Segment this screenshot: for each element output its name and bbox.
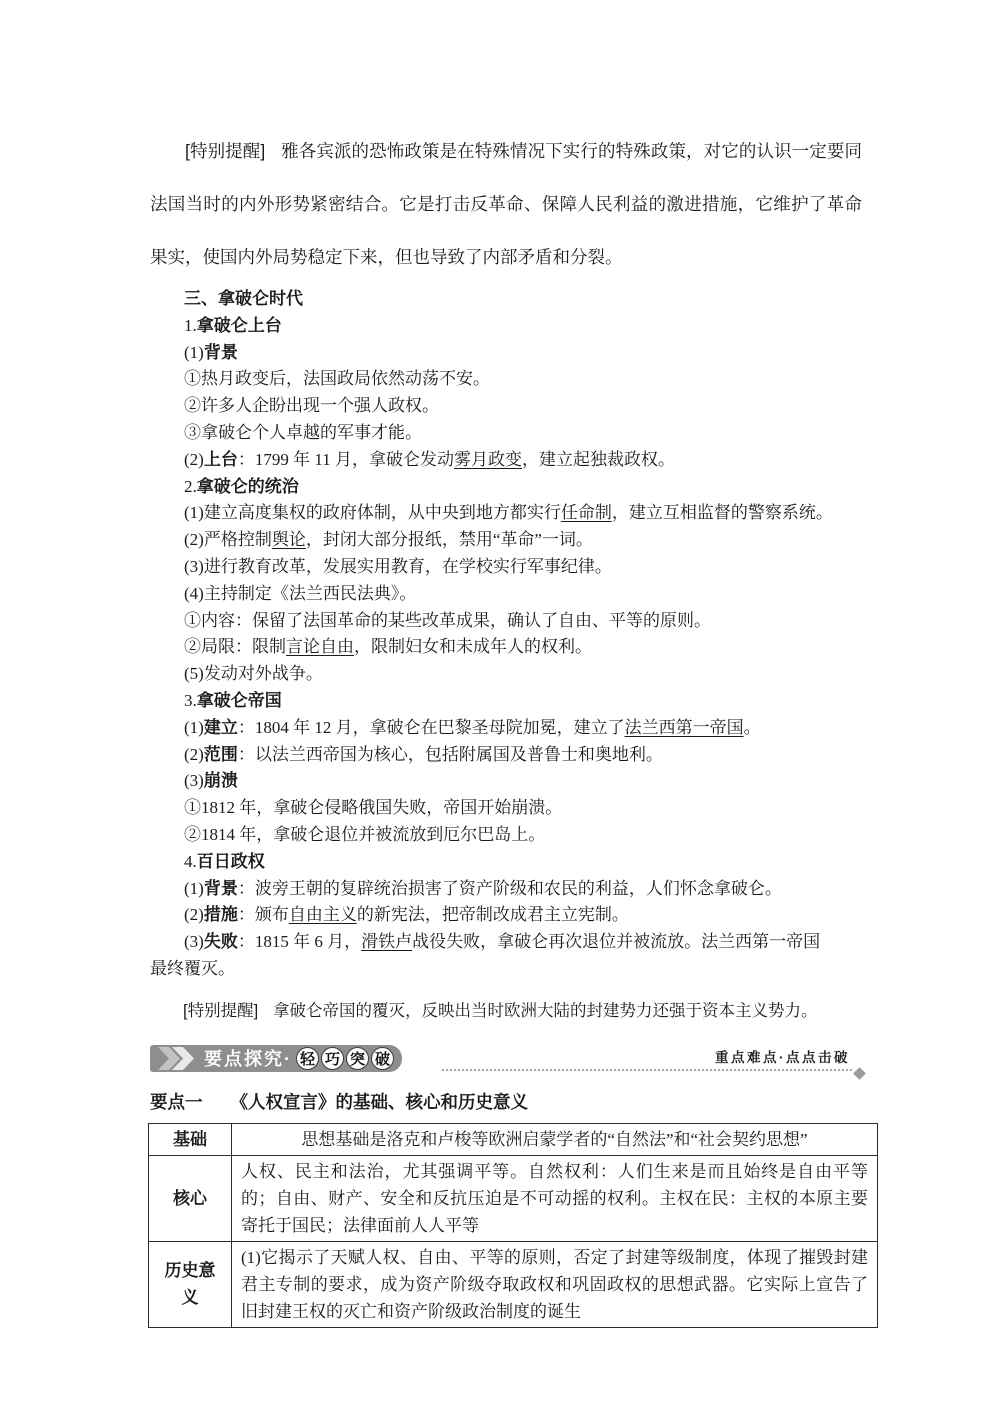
outline-line: (1)建立：1804 年 12 月，拿破仑在巴黎圣母院加冕，建立了法兰西第一帝国。 <box>184 717 761 737</box>
key-points-table <box>148 1123 878 1328</box>
table-row <box>149 1123 878 1155</box>
outline-line: 4.百日政权 <box>184 851 265 871</box>
diamond-icon <box>853 1067 866 1080</box>
outline-line: (3)崩溃 <box>184 771 238 791</box>
circled-char: 巧 <box>321 1047 344 1070</box>
row-header: 核心 <box>149 1155 232 1241</box>
outline-line: ①内容：保留了法国革命的某些改革成果，确认了自由、平等的原则。 <box>184 610 711 630</box>
special-reminder-2 <box>150 998 862 1025</box>
banner-dotted-line <box>442 1069 852 1071</box>
outline-line: (1)建立高度集权的政府体制，从中央到地方都实行任命制，建立互相监督的警察系统。 <box>184 503 833 523</box>
outline-line: ③拿破仑个人卓越的军事才能。 <box>184 422 422 442</box>
outline-line: (2)上台：1799 年 11 月，拿破仑发动雾月政变，建立起独裁政权。 <box>184 449 675 469</box>
outline-line: ②局限：限制言论自由，限制妇女和未成年人的权利。 <box>184 637 592 657</box>
section-banner <box>150 1045 862 1075</box>
reminder-text: 雅各宾派的恐怖政策是在特殊情况下实行的特殊政策，对它的认识一定要同法国当时的内外形势紧密结合。它是打击反革命、保障人民利益的激进措施，它维护了革命果实，使国内外局势稳定下来，但也导致了内部矛盾和分裂。 <box>150 141 863 267</box>
outline-line: ②许多人企盼出现一个强人政权。 <box>184 396 439 416</box>
banner-pill <box>150 1045 402 1072</box>
outline-line: (1)背景 <box>184 342 238 362</box>
row-content: (1)它揭示了天赋人权、自由、平等的原则，否定了封建等级制度，体现了摧毁封建君主专制的要求，成为资产阶级夺取政权和巩固政权的思想武器。它实际上宣告了旧封建王权的灭亡和资产阶级政治制度的诞生 <box>232 1241 878 1327</box>
row-header: 历史意义 <box>149 1241 232 1327</box>
row-content: 思想基础是洛克和卢梭等欧洲启蒙学者的“自然法”和“社会契约思想” <box>232 1123 878 1155</box>
circled-char: 突 <box>346 1047 369 1070</box>
outline-line: (2)范围：以法兰西帝国为核心，包括附属国及普鲁士和奥地利。 <box>184 744 663 764</box>
outline-line: (2)措施：颁布自由主义的新宪法，把帝制改成君主立宪制。 <box>184 905 629 925</box>
banner-title: 要点探究· <box>204 1049 292 1070</box>
row-content: 人权、民主和法治，尤其强调平等。自然权利：人们生来是而且始终是自由平等的；自由、财产、安全和反抗压迫是不可动摇的权利。主权在民：主权的本原主要寄托于国民；法律面前人人平等 <box>232 1155 878 1241</box>
outline-line: ②1814 年，拿破仑退位并被流放到厄尔巴岛上。 <box>184 824 546 844</box>
special-reminder-1 <box>150 125 862 284</box>
outline-line: 最终覆灭。 <box>150 958 235 978</box>
reminder-label: [特别提醒] <box>183 1001 259 1020</box>
outline-line: (3)进行教育改革，发展实用教育，在学校实行军事纪律。 <box>184 556 612 576</box>
table-row <box>149 1241 878 1327</box>
reminder-label: [特别提醒] <box>185 141 266 161</box>
outline-line: 三、拿破仑时代 <box>184 289 303 308</box>
circled-char: 轻 <box>296 1047 319 1070</box>
outline-line: (1)背景：波旁王朝的复辟统治损害了资产阶级和农民的利益，人们怀念拿破仑。 <box>184 878 782 898</box>
outline-list <box>150 286 862 983</box>
reminder-text: 拿破仑帝国的覆灭，反映出当时欧洲大陆的封建势力还强于资本主义势力。 <box>273 1001 818 1020</box>
outline-line: (2)严格控制舆论，封闭大部分报纸，禁用“革命”一词。 <box>184 530 593 550</box>
outline-line: (3)失败：1815 年 6 月，滑铁卢战役失败，拿破仑再次退位并被流放。法兰西第一帝国 <box>184 932 821 952</box>
outline-line: ①热月政变后，法国政局依然动荡不安。 <box>184 369 490 389</box>
outline-line: ①1812 年，拿破仑侵略俄国失败，帝国开始崩溃。 <box>184 798 563 818</box>
table-row <box>149 1155 878 1241</box>
circled-char: 破 <box>371 1047 394 1070</box>
banner-right-label: 重点难点·点点击破 <box>715 1049 850 1065</box>
outline-line: 1.拿破仑上台 <box>184 315 282 335</box>
outline-line: 2.拿破仑的统治 <box>184 476 299 496</box>
outline-line: 3.拿破仑帝国 <box>184 690 282 710</box>
row-header: 基础 <box>149 1123 232 1155</box>
double-chevron-icon <box>156 1047 196 1070</box>
outline-line: (4)主持制定《法兰西民法典》。 <box>184 583 417 603</box>
document-page <box>150 125 868 1328</box>
banner-circled-chars <box>296 1047 394 1070</box>
section-heading <box>150 1089 862 1114</box>
section-label: 要点一 <box>150 1091 203 1112</box>
outline-line: (5)发动对外战争。 <box>184 664 323 684</box>
section-title: 《人权宣言》的基础、核心和历史意义 <box>230 1091 528 1112</box>
